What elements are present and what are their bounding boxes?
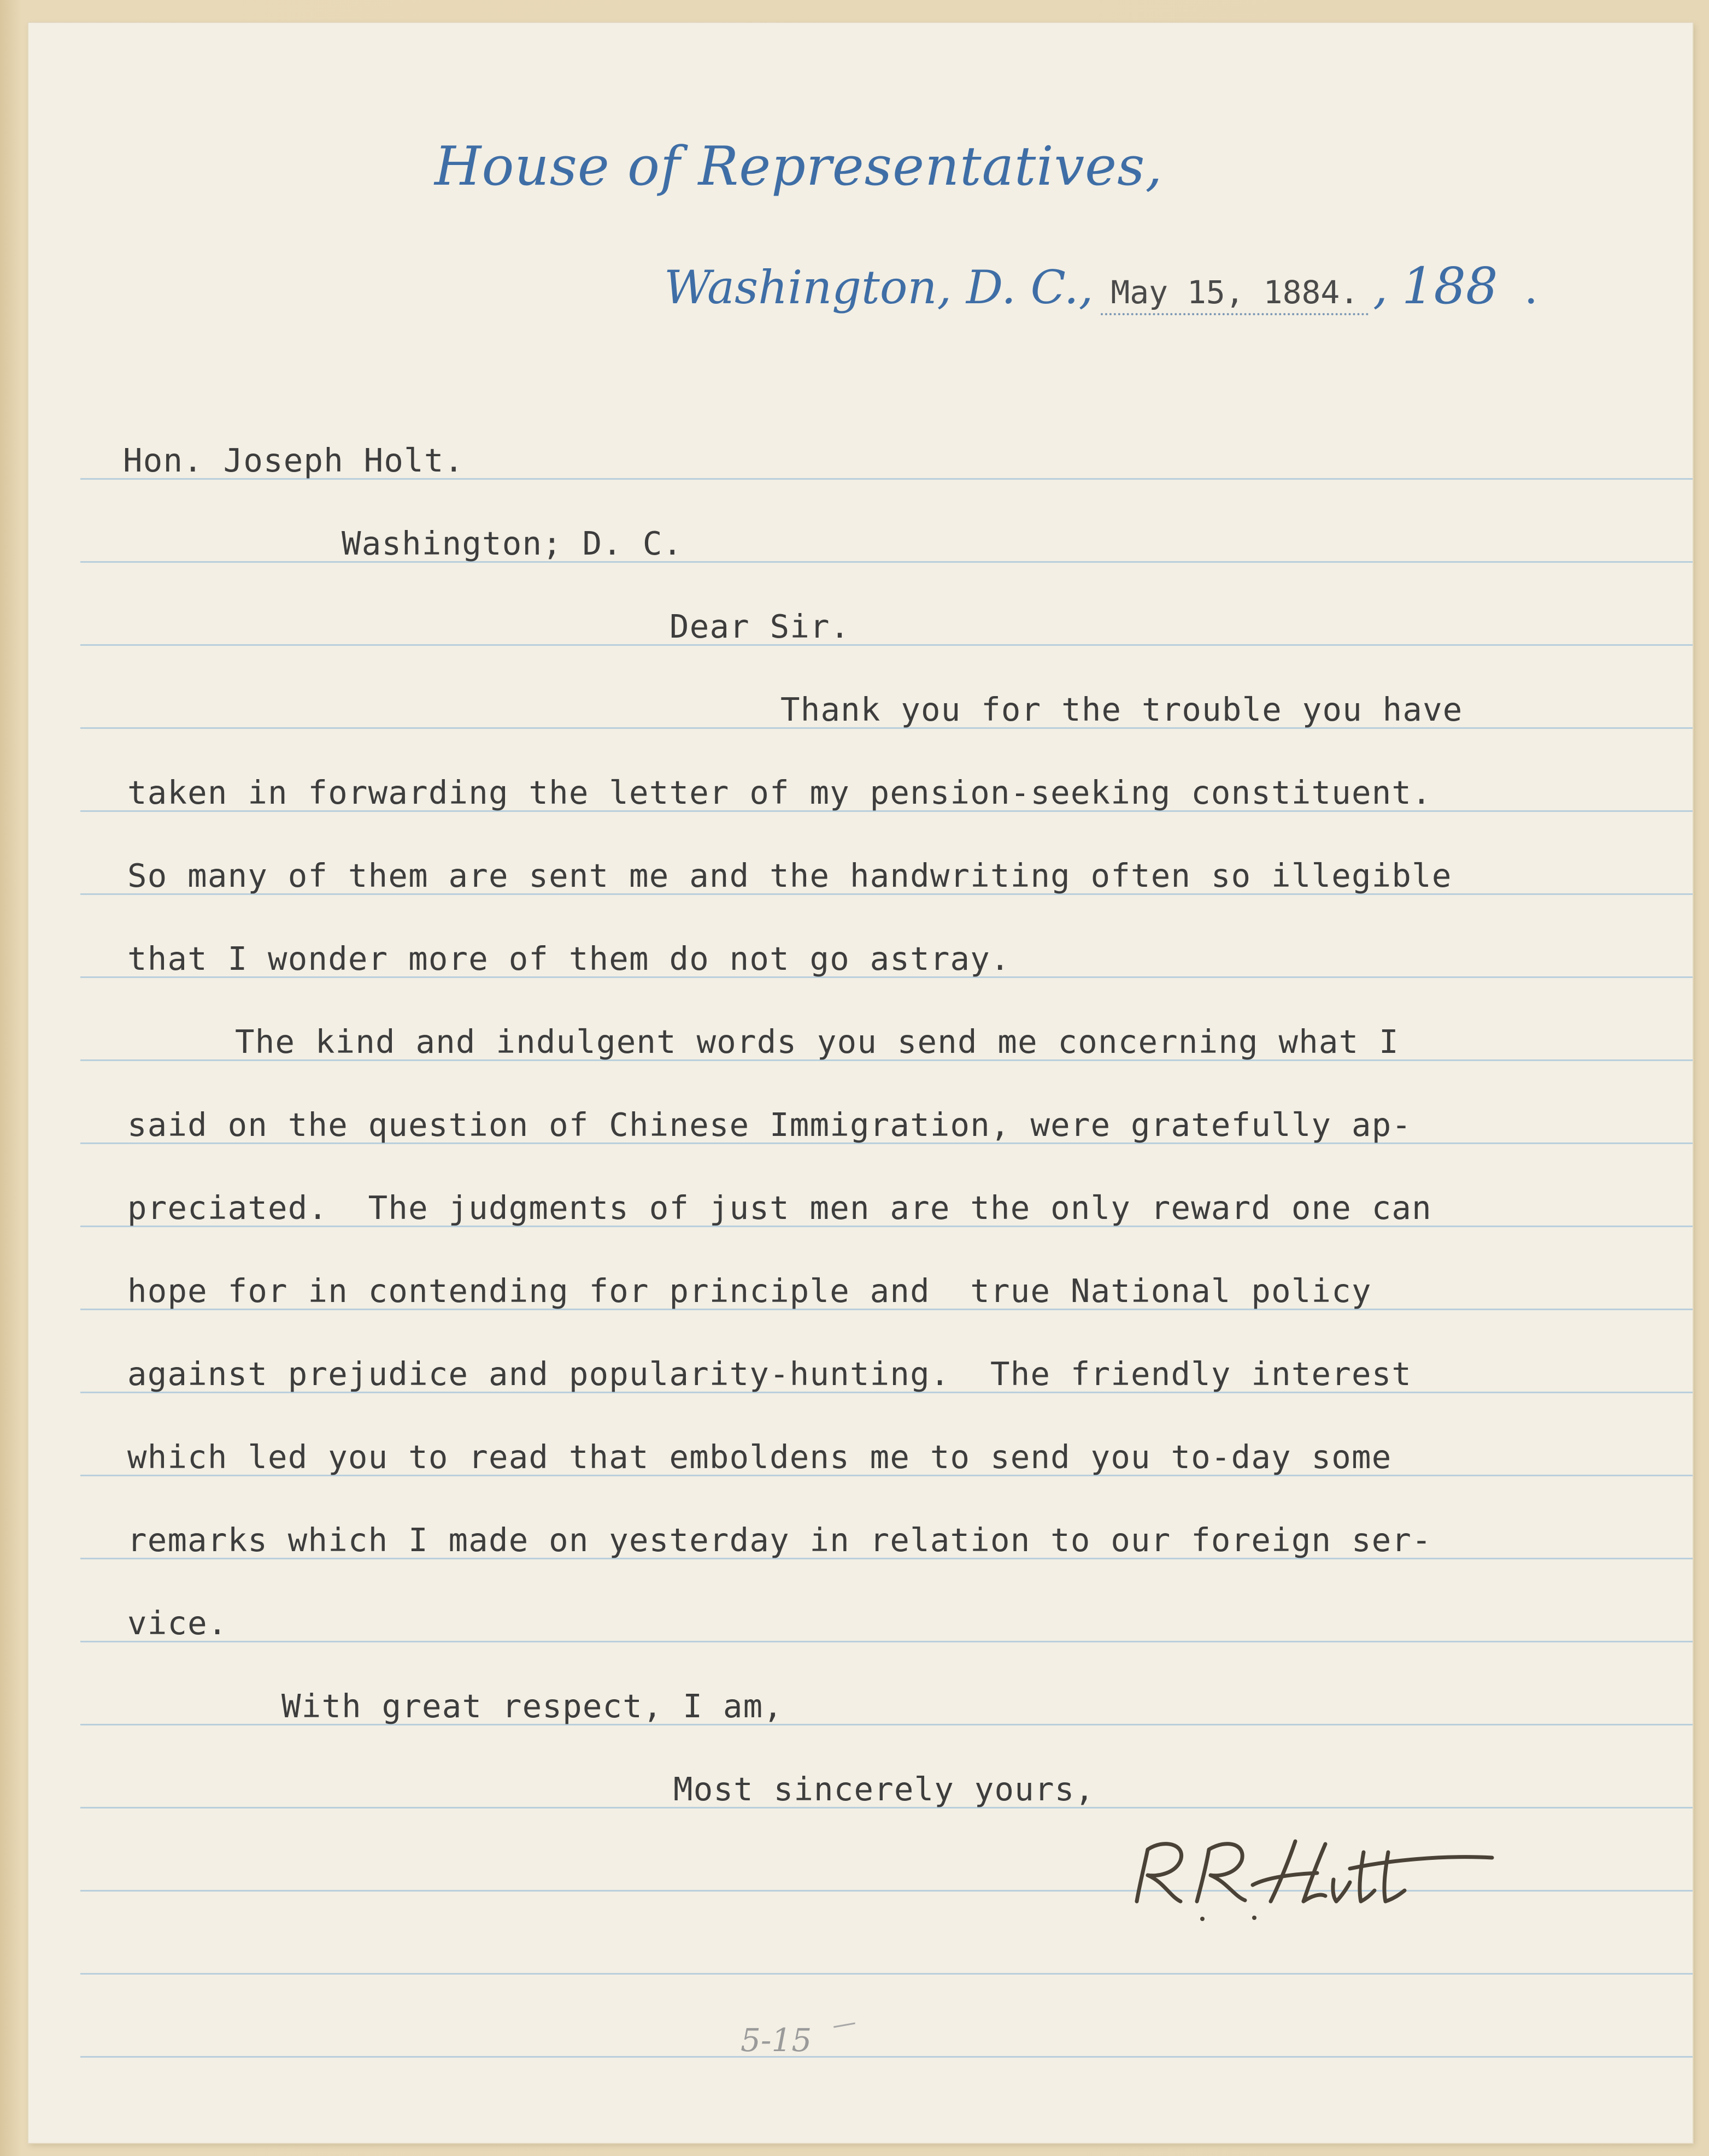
printed-year: 188 <box>1401 257 1498 315</box>
body-line: hope for in contending for principle and true National policy <box>127 1272 1372 1310</box>
closing-line-2: Most sincerely yours, <box>673 1770 1095 1808</box>
ruled-line <box>80 1641 1693 1642</box>
body-line: said on the question of Chinese Immigration, were gratefully ap- <box>127 1106 1412 1144</box>
body-line: So many of them are sent me and the handwriting often so illegible <box>127 857 1452 894</box>
closing-line-1: With great respect, I am, <box>281 1687 784 1725</box>
body-line: remarks which I made on yesterday in relation to our foreign ser- <box>127 1521 1432 1559</box>
archive-number: 5-15 <box>741 2022 812 2059</box>
signature <box>1115 1825 1508 1923</box>
ruled-line <box>80 561 1693 563</box>
body-line: The kind and indulgent words you send me concerning what I <box>235 1023 1399 1061</box>
dateline <box>664 257 1538 315</box>
trailing-mark: . <box>1524 263 1538 314</box>
body-line: vice. <box>127 1604 228 1642</box>
letterhead-place: Washington, D. C., <box>664 261 1094 314</box>
addressee-city: Washington; D. C. <box>342 525 683 562</box>
addressee-name: Hon. Joseph Holt. <box>123 441 465 479</box>
ruled-line <box>80 644 1693 646</box>
body-line: that I wonder more of them do not go astray. <box>127 940 1011 977</box>
body-line: which led you to read that emboldens me to send you to-day some <box>127 1438 1392 1476</box>
body-line: preciated. The judgments of just men are the only reward one can <box>127 1189 1432 1227</box>
body-line: taken in forwarding the letter of my pension-seeking constituent. <box>127 774 1432 811</box>
body-line: Thank you for the trouble you have <box>780 691 1463 728</box>
typed-date: May 15, 1884. <box>1101 274 1369 315</box>
date-separator: , <box>1373 261 1388 314</box>
ruled-line <box>80 2056 1693 2058</box>
body-line: against prejudice and popularity-hunting. The friendly interest <box>127 1355 1412 1393</box>
salutation: Dear Sir. <box>669 608 850 645</box>
letterhead-institution: House of Representatives, <box>434 136 1163 198</box>
ruled-line <box>80 1973 1693 1975</box>
